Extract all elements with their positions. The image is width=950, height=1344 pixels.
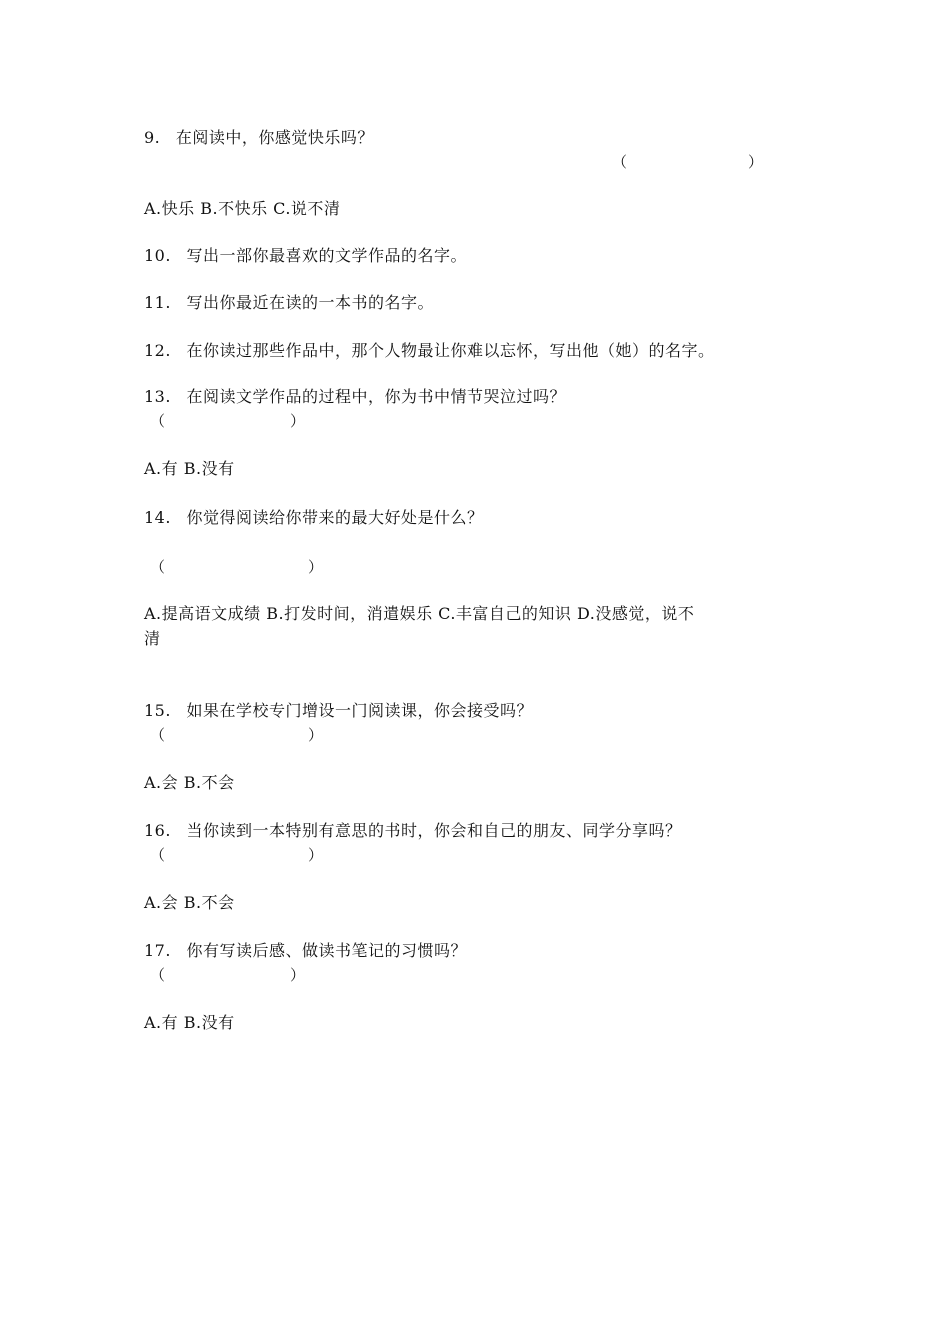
question-options: A.快乐 B.不快乐 C.说不清 (144, 199, 341, 218)
question-text: 你觉得阅读给你带来的最大好处是什么？ (186, 508, 484, 527)
question-10 (144, 245, 467, 267)
question-number: 9. (144, 128, 161, 147)
answer-paren-open: （ (150, 846, 166, 864)
answer-paren-close: ） (308, 558, 324, 576)
answer-paren-open: （ (150, 966, 166, 984)
question-options: A.有 B.没有 (144, 459, 235, 478)
answer-paren-close: ） (308, 726, 324, 744)
answer-paren-close: ） (308, 846, 324, 864)
question-14 (144, 507, 484, 529)
question-number: 10. (144, 246, 171, 265)
answer-paren-open: （ (150, 412, 166, 430)
question-text: 在阅读文学作品的过程中，你为书中情节哭泣过吗？ (186, 387, 567, 406)
question-13 (144, 386, 566, 408)
question-options: A.有 B.没有 (144, 1013, 235, 1032)
question-number: 15. (144, 701, 171, 720)
question-text: 当你读到一本特别有意思的书时，你会和自己的朋友、同学分享吗？ (186, 821, 682, 840)
question-text: 在阅读中，你感觉快乐吗？ (175, 128, 374, 147)
answer-paren-open: （ (150, 726, 166, 744)
question-text: 写出你最近在读的一本书的名字。 (186, 293, 435, 312)
question-number: 12. (144, 341, 171, 360)
question-12 (144, 340, 715, 362)
question-9 (144, 127, 374, 149)
question-text: 在你读过那些作品中，那个人物最让你难以忘怀，写出他（她）的名字。 (186, 341, 715, 360)
question-number: 14. (144, 508, 171, 527)
answer-paren-open: （ (612, 153, 628, 171)
question-text: 写出一部你最喜欢的文学作品的名字。 (186, 246, 468, 265)
question-number: 16. (144, 821, 171, 840)
question-15 (144, 700, 533, 722)
question-11 (144, 292, 434, 314)
question-17 (144, 940, 467, 962)
answer-paren-close: ） (748, 153, 764, 171)
question-text: 如果在学校专门增设一门阅读课，你会接受吗？ (186, 701, 534, 720)
question-number: 17. (144, 941, 171, 960)
answer-paren-open: （ (150, 558, 166, 576)
answer-paren-close: ） (290, 966, 306, 984)
question-options: A.提高语文成绩 B.打发时间，消遣娱乐 C.丰富自己的知识 D.没感觉，说不 (144, 604, 695, 623)
question-16 (144, 820, 682, 842)
question-text: 你有写读后感、做读书笔记的习惯吗？ (186, 941, 468, 960)
question-options: A.会 B.不会 (144, 773, 235, 792)
question-number: 11. (144, 293, 171, 312)
question-number: 13. (144, 387, 171, 406)
answer-paren-close: ） (290, 412, 306, 430)
question-options-continued: 清 (144, 629, 161, 648)
question-options: A.会 B.不会 (144, 893, 235, 912)
